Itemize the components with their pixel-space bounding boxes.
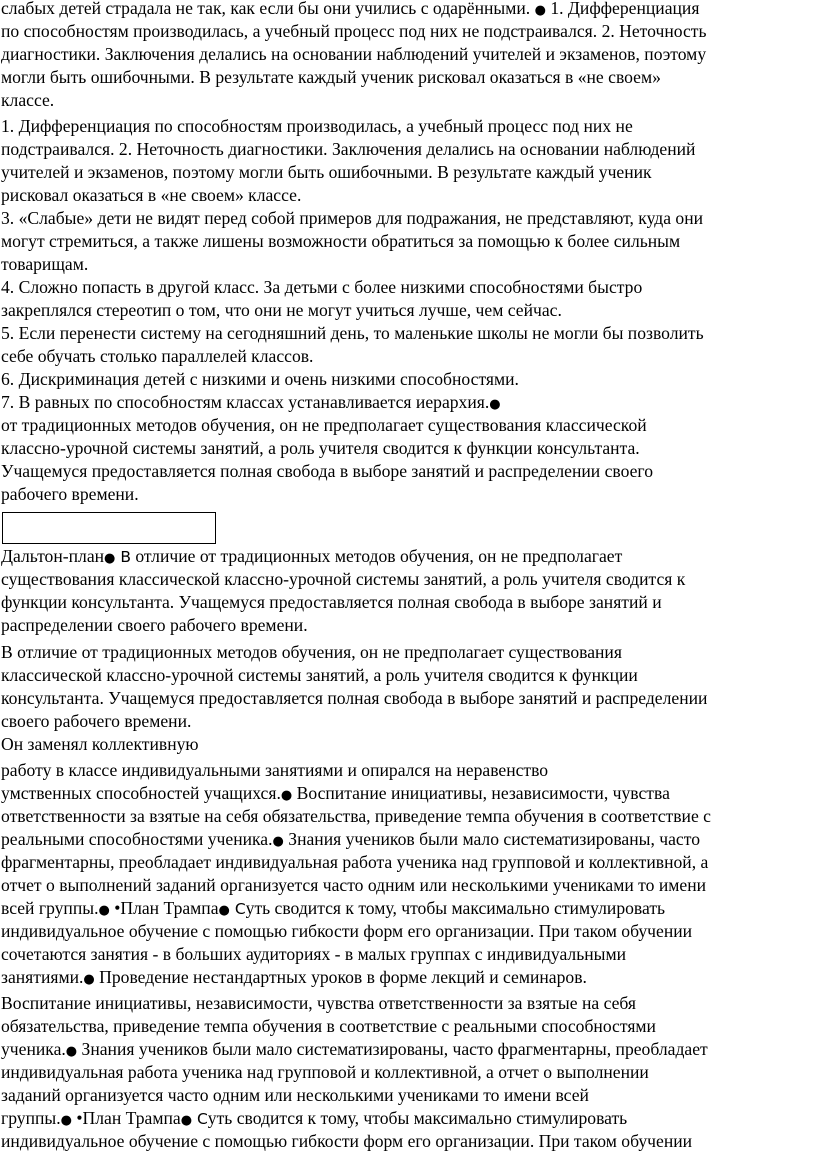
text-line-47: группы.● •План Трампа● Суть сводится к тому, чтобы максимально стимулировать <box>1 1108 628 1128</box>
text-line-21: Учащемуся предоставляется полная свобода в выборе занятий и распределении своего <box>1 461 653 481</box>
text-line-4: могли быть ошибочными. В результате каждый ученик рисковал оказаться в «не своем» <box>1 67 661 87</box>
text-line-2: по способностям производилась, а учебный процесс под них не подстраивался. 2. Неточность <box>1 21 707 41</box>
text-line-17: 6. Дискриминация детей с низкими и очень низкими способностями. <box>1 369 519 389</box>
text-line-41: занятиями.● Проведение нестандартных уроков в форме лекций и семинаров. <box>1 967 587 987</box>
text-line-24: существования классической классно-урочной системы занятий, а роль учителя сводится к <box>1 569 686 589</box>
bullet-icon: ● <box>104 551 116 566</box>
text-line-34: ответственности за взятые на себя обязательства, приведение темпа обучения в соответствие с <box>1 806 711 826</box>
text-line-3: диагностики. Заключения делались на основании наблюдений учителей и экзаменов, поэтому <box>1 44 707 64</box>
text-line-31: Он заменял коллективную <box>1 734 199 754</box>
bullet-icon: ● <box>60 1113 72 1128</box>
text-line-29: консультанта. Учащемуся предоставляется полная свобода в выборе занятий и распределении <box>1 688 708 708</box>
text-line-32: работу в классе индивидуальными занятиями и опирался на неравенство <box>1 760 549 780</box>
bullet-icon: ● <box>218 903 230 918</box>
text-line-14: закреплялся стереотип о том, что они не могут учиться лучше, чем сейчас. <box>1 300 562 320</box>
bullet-icon: ● <box>83 972 95 987</box>
empty-frame-box <box>2 512 216 544</box>
text-line-48: индивидуальное обучение с помощью гибкости форм его организации. При таком обучении <box>1 1131 693 1151</box>
text-line-12: товарищам. <box>1 254 89 274</box>
text-line-28: классической классно-урочной системы занятий, а роль учителя сводится к функции <box>1 665 638 685</box>
text-line-18: 7. В равных по способностям классах устанавливается иерархия.● <box>1 392 501 412</box>
text-line-9: рисковал оказаться в «не своем» классе. <box>1 185 302 205</box>
bullet-icon: ● <box>98 903 110 918</box>
bullet-icon: ● <box>280 788 293 803</box>
text-line-27: В отличие от традиционных методов обучения, он не предполагает существования <box>1 642 622 662</box>
text-line-36: фрагментарны, преобладает индивидуальная работа ученика над групповой и коллективной, а <box>1 852 709 872</box>
text-line-19: от традиционных методов обучения, он не предполагает существования классической <box>1 415 647 435</box>
bullet-icon: ● <box>272 834 284 849</box>
text-line-6: 1. Дифференциация по способностям производилась, а учебный процесс под них не <box>1 116 633 136</box>
text-line-10: 3. «Слабые» дети не видят перед собой примеров для подражания, не представляют, куда они <box>1 208 704 228</box>
bullet-icon: ● <box>534 3 546 18</box>
text-line-7: подстраивался. 2. Неточность диагностики. Заключения делались на основании наблюдений <box>1 139 696 159</box>
text-line-11: могут стремиться, а также лишены возможности обратиться за помощью к более сильным <box>1 231 681 251</box>
text-line-26: распределении своего рабочего времени. <box>1 615 308 635</box>
text-line-23: Дальтон-план● В отличие от традиционных методов обучения, он не предполагает <box>1 546 623 566</box>
text-line-42: Воспитание инициативы, независимости, чувства ответственности за взятые на себя <box>1 993 637 1013</box>
bullet-icon: ● <box>489 397 501 412</box>
text-line-33: умственных способностей учащихся.● Воспитание инициативы, независимости, чувства <box>1 783 670 803</box>
text-line-43: обязательства, приведение темпа обучения в соответствие с реальными способностями <box>1 1016 656 1036</box>
text-line-38: всей группы.● •План Трампа● Суть сводится к тому, чтобы максимально стимулировать <box>1 898 666 918</box>
text-line-5: классе. <box>1 90 55 110</box>
text-line-40: сочетаются занятия - в больших аудиториях - в малых группах с индивидуальными <box>1 944 627 964</box>
text-line-39: индивидуальное обучение с помощью гибкости форм его организации. При таком обучении <box>1 921 693 941</box>
text-line-15: 5. Если перенести систему на сегодняшний день, то маленькие школы не могли бы позволить <box>1 323 704 343</box>
text-line-30: своего рабочего времени. <box>1 711 192 731</box>
text-line-1: слабых детей страдала не так, как если бы они учились с одарёнными. ● 1. Дифференциация <box>1 0 700 18</box>
text-line-16: себе обучать столько параллелей классов. <box>1 346 314 366</box>
text-line-25: функции консультанта. Учащемуся предоставляется полная свобода в выборе занятий и <box>1 592 662 612</box>
text-line-35: реальными способностями ученика.● Знания учеников были мало систематизированы, часто <box>1 829 700 849</box>
text-line-8: учителей и экзаменов, поэтому могли быть ошибочными. В результате каждый ученик <box>1 162 652 182</box>
text-line-44: ученика.● Знания учеников были мало систематизированы, часто фрагментарны, преобладает <box>1 1039 708 1059</box>
text-line-22: рабочего времени. <box>1 484 139 504</box>
bullet-icon: ● <box>65 1044 78 1059</box>
bullet-icon: ● <box>180 1113 193 1128</box>
text-line-45: индивидуальная работа ученика над групповой и коллективной, а отчет о выполнении <box>1 1062 649 1082</box>
text-line-20: классно-урочной системы занятий, а роль учителя сводится к функции консультанта. <box>1 438 640 458</box>
text-line-37: отчет о выполнений заданий организуется часто одним или несколькими учениками то имени <box>1 875 707 895</box>
text-line-13: 4. Сложно попасть в другой класс. За детьми с более низкими способностями быстро <box>1 277 643 297</box>
text-line-46: заданий организуется часто одним или несколькими учениками то имени всей <box>1 1085 589 1105</box>
